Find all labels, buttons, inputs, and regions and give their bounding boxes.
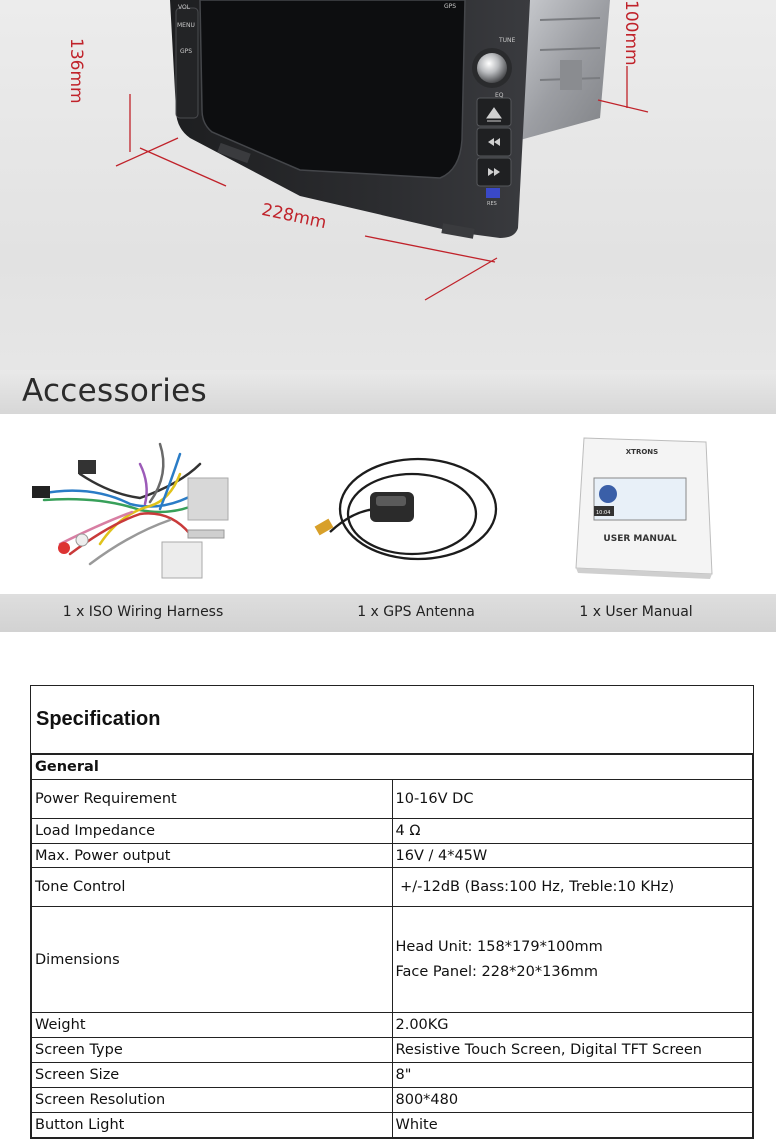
small-plug bbox=[32, 486, 50, 498]
specification-title: Specification bbox=[31, 686, 753, 754]
eq-label: EQ bbox=[495, 92, 504, 99]
spec-value: 4 Ω bbox=[392, 819, 753, 844]
caption-wiring-harness: 1 x ISO Wiring Harness bbox=[62, 604, 224, 620]
antenna-connector bbox=[315, 519, 334, 536]
table-row bbox=[32, 780, 753, 819]
vehicle-connector bbox=[162, 542, 202, 578]
spec-value: Resistive Touch Screen, Digital TFT Screen bbox=[392, 1038, 753, 1063]
table-row bbox=[32, 1038, 753, 1063]
spec-value: 800*480 bbox=[392, 1088, 753, 1113]
specification-table bbox=[30, 685, 754, 1139]
spec-label: Button Light bbox=[32, 1113, 393, 1138]
spec-label: Load Impedance bbox=[32, 819, 393, 844]
accessories-images bbox=[0, 414, 776, 594]
table-row bbox=[32, 1088, 753, 1113]
spec-group-label: General bbox=[32, 755, 753, 780]
tune-label: TUNE bbox=[499, 37, 516, 44]
table-row bbox=[32, 1013, 753, 1038]
spec-label: Max. Power output bbox=[32, 844, 393, 868]
spec-group-row bbox=[32, 755, 753, 780]
chassis-bracket bbox=[560, 60, 582, 90]
product-dimension-image bbox=[0, 0, 776, 370]
black-plug bbox=[78, 460, 96, 474]
spec-label: Tone Control bbox=[32, 868, 393, 907]
tune-knob[interactable] bbox=[477, 53, 507, 83]
spec-value bbox=[392, 907, 753, 1013]
spec-label: Screen Size bbox=[32, 1063, 393, 1088]
spec-label: Screen Resolution bbox=[32, 1088, 393, 1113]
spec-value: 10-16V DC bbox=[392, 780, 753, 819]
spec-label: Weight bbox=[32, 1013, 393, 1038]
sd-slot-light bbox=[486, 188, 500, 198]
spec-label: Power Requirement bbox=[32, 780, 393, 819]
menu-label: MENU bbox=[177, 22, 195, 29]
dimension-depth-label: 100mm bbox=[621, 0, 641, 66]
table-row bbox=[32, 1063, 753, 1088]
antenna-adapter bbox=[188, 530, 224, 538]
iso-connector bbox=[188, 478, 228, 520]
table-row bbox=[32, 1113, 753, 1138]
manual-clock: 10:04 bbox=[596, 510, 611, 516]
dimension-width-label: 228mm bbox=[259, 200, 329, 234]
caption-user-manual: 1 x User Manual bbox=[579, 604, 693, 620]
head-unit-illustration bbox=[0, 0, 776, 370]
spec-value: White bbox=[392, 1113, 753, 1138]
table-row bbox=[32, 844, 753, 868]
gps-antenna-icon bbox=[300, 414, 510, 594]
spec-label: Screen Type bbox=[32, 1038, 393, 1063]
spec-value: 16V / 4*45W bbox=[392, 844, 753, 868]
gps-side-label: GPS bbox=[180, 48, 193, 55]
gps-top-label: GPS bbox=[444, 3, 457, 10]
spec-value: 8" bbox=[392, 1063, 753, 1088]
user-manual-icon bbox=[560, 414, 720, 594]
vol-label: VOL bbox=[178, 4, 191, 11]
spec-value-line: Face Panel: 228*20*136mm bbox=[395, 963, 599, 980]
table-row bbox=[32, 868, 753, 907]
wiring-harness-icon bbox=[20, 414, 250, 594]
res-label: RES bbox=[487, 201, 497, 207]
manual-brand: XTRONS bbox=[625, 448, 659, 456]
accessories-header bbox=[0, 370, 776, 414]
spec-label: Dimensions bbox=[32, 907, 393, 1013]
accessories-captions bbox=[0, 594, 776, 632]
spec-value-line: Head Unit: 158*179*100mm bbox=[395, 938, 603, 955]
caption-gps-antenna: 1 x GPS Antenna bbox=[357, 604, 475, 620]
table-row bbox=[32, 907, 753, 1013]
spec-value: +/-12dB (Bass:100 Hz, Treble:10 KHz) bbox=[392, 868, 753, 907]
accessories-title: Accessories bbox=[22, 373, 207, 409]
table-row bbox=[32, 819, 753, 844]
manual-title: USER MANUAL bbox=[603, 534, 677, 544]
spec-value: 2.00KG bbox=[392, 1013, 753, 1038]
dimension-height-label: 136mm bbox=[66, 38, 86, 104]
